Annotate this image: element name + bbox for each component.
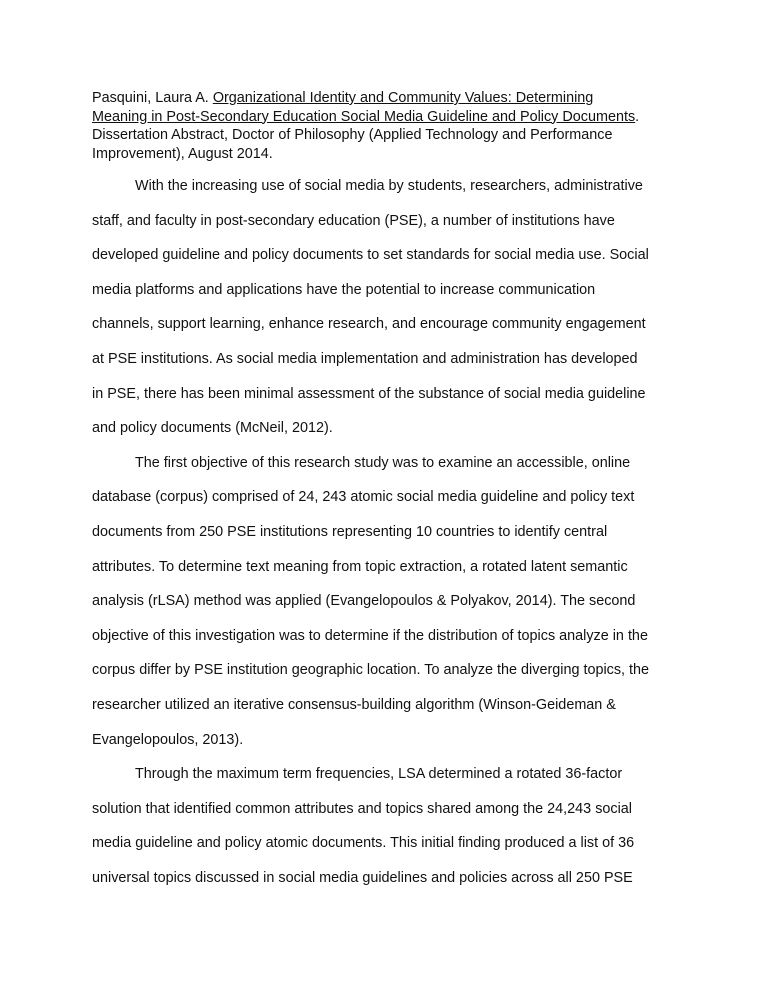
paragraph-1-line-3: developed guideline and policy documents to set standards for social media use. Social bbox=[92, 247, 649, 264]
paragraph-2-line-3: documents from 250 PSE institutions representing 10 countries to identify central bbox=[92, 524, 608, 540]
citation-line-4: Improvement), August 2014. bbox=[92, 145, 273, 162]
paragraph-2-line-6: objective of this investigation was to determine if the distribution of topics analyze in the bbox=[92, 627, 648, 644]
paragraph-3-line-1: Through the maximum term frequencies, LSA determined a rotated 36-factor bbox=[135, 766, 623, 783]
citation-line-1 bbox=[92, 89, 682, 108]
paragraph-2-line-2: database (corpus) comprised of 24, 243 atomic social media guideline and policy text bbox=[92, 489, 635, 506]
paragraph-1-line-4: media platforms and applications have the potential to increase communication bbox=[92, 281, 596, 298]
paragraph-3-line-4: universal topics discussed in social media guidelines and policies across all 250 PSE bbox=[92, 870, 633, 886]
paragraph-1-line-1: With the increasing use of social media by students, researchers, administrative bbox=[135, 178, 643, 194]
paragraph-1-line-2: staff, and faculty in post-secondary education (PSE), a number of institutions have bbox=[92, 212, 615, 229]
dissertation-title-part-2: Meaning in Post-Secondary Education Social Media Guideline and Policy Documents bbox=[92, 108, 636, 125]
paragraph-2-line-5: analysis (rLSA) method was applied (Evangelopoulos & Polyakov, 2014). The second bbox=[92, 593, 636, 610]
paragraph-2-line-7: corpus differ by PSE institution geographic location. To analyze the diverging topics, the bbox=[92, 662, 650, 679]
title-period: . bbox=[635, 108, 640, 125]
paragraph-1-line-8: and policy documents (McNeil, 2012). bbox=[92, 420, 333, 437]
paragraph-1-line-6: at PSE institutions. As social media implementation and administration has developed bbox=[92, 351, 638, 367]
paragraph-2-line-1: The first objective of this research study was to examine an accessible, online bbox=[135, 454, 631, 471]
paragraph-2-line-9: Evangelopoulos, 2013). bbox=[92, 731, 244, 748]
dissertation-title-part-1: Organizational Identity and Community Values: Determining bbox=[212, 90, 594, 106]
paragraph-2-line-4: attributes. To determine text meaning from topic extraction, a rotated latent semantic bbox=[92, 558, 628, 575]
citation-line-3: Dissertation Abstract, Doctor of Philosophy (Applied Technology and Performance bbox=[92, 127, 613, 143]
citation-block bbox=[92, 89, 682, 163]
paragraph-3-line-3: media guideline and policy atomic documents. This initial finding produced a list of 36 bbox=[92, 835, 635, 852]
paragraph-3-line-2: solution that identified common attributes and topics shared among the 24,243 social bbox=[92, 800, 632, 817]
citation-line-2 bbox=[92, 108, 682, 127]
paragraph-2-line-8: researcher utilized an iterative consensus-building algorithm (Winson-Geideman & bbox=[92, 697, 616, 713]
author-name: Pasquini, Laura A. bbox=[92, 90, 209, 106]
paragraph-1-line-5: channels, support learning, enhance research, and encourage community engagement bbox=[92, 316, 646, 333]
paragraph-1-line-7: in PSE, there has been minimal assessment of the substance of social media guideline bbox=[92, 385, 646, 402]
